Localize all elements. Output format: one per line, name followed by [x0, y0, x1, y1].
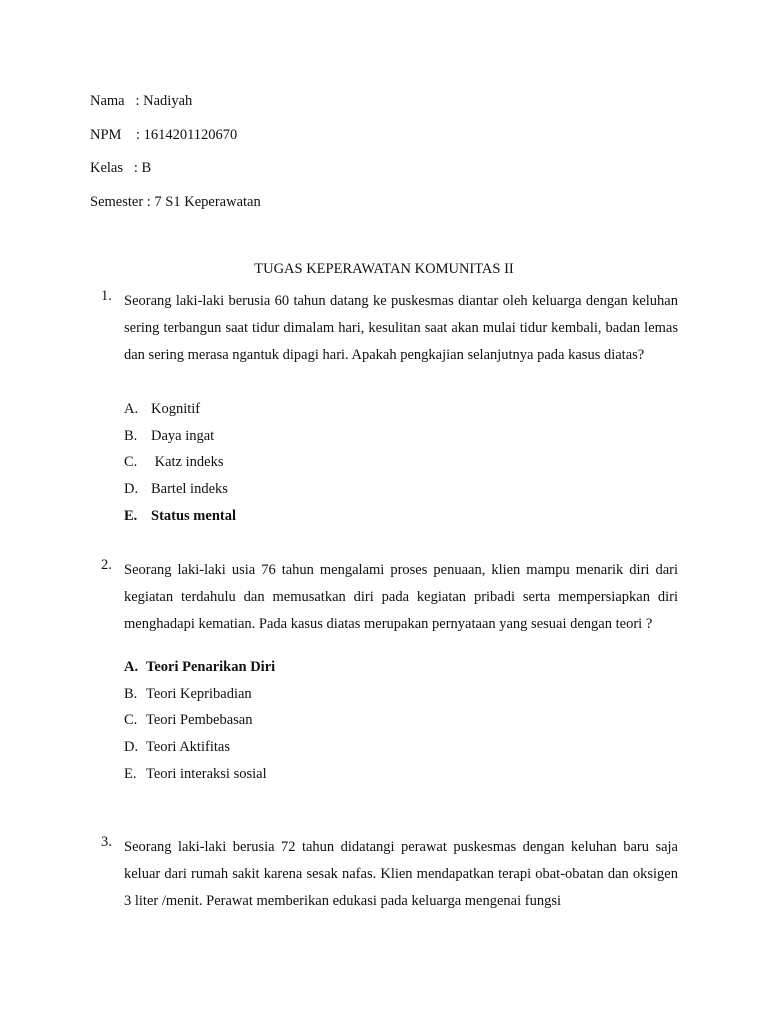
question-text: Seorang laki-laki berusia 72 tahun didatangi perawat puskesmas dengan keluhan baru saja keluar dari rumah sakit karena sesak nafas. Klien mendapatkan terapi obat-obatan dan oksigen 3 liter /menit. Perawat memberikan edukasi pada keluarga mengenai fungsi: [124, 839, 678, 909]
question-3: [90, 834, 678, 915]
document-title: TUGAS KEPERAWATAN KOMUNITAS II: [254, 261, 514, 277]
student-class: Kelas : B: [90, 160, 152, 176]
student-semester: Semester : 7 S1 Keperawatan: [90, 194, 261, 210]
question-2-options: [124, 654, 275, 787]
option-b: B. Daya ingat: [124, 427, 215, 444]
question-text: Seorang laki-laki berusia 60 tahun datang ke puskesmas diantar oleh keluarga dengan keluhan sering terbangun saat tidur dimalam hari, kesulitan saat akan mulai tidur kembali, badan lemas dan sering merasa ngantuk dipagi hari. Apakah pengkajian selanjutnya pada kasus diatas?: [124, 293, 678, 363]
question-2: [90, 557, 678, 638]
student-name: Nama : Nadiyah: [90, 93, 193, 109]
option-c: C. Katz indeks: [124, 454, 224, 471]
question-1-options: [124, 396, 236, 529]
option-e-answer: E. Status mental: [124, 507, 236, 524]
question-number: 3.: [101, 834, 112, 850]
option-b: B. Teori Kepribadian: [124, 685, 252, 702]
question-number: 2.: [101, 557, 112, 573]
option-a-answer: A. Teori Penarikan Diri: [124, 659, 276, 675]
student-npm: NPM : 1614201120670: [90, 127, 238, 143]
option-d: D. Bartel indeks: [124, 481, 228, 498]
question-1: [90, 288, 678, 369]
question-text: Seorang laki-laki usia 76 tahun mengalami proses penuaan, klien mampu menarik diri dari kegiatan terdahulu dan memusatkan diri pada kegiatan pribadi serta mempersiapkan diri menghadapi kematian. Pada kasus diatas merupakan pernyataan yang sesuai dengan teori ?: [124, 562, 678, 632]
option-a: A. Kognitif: [124, 401, 201, 417]
option-e: E. Teori interaksi sosial: [124, 765, 267, 782]
option-d: D. Teori Aktifitas: [124, 739, 230, 756]
option-c: C. Teori Pembebasan: [124, 712, 253, 729]
question-number: 1.: [101, 288, 112, 304]
